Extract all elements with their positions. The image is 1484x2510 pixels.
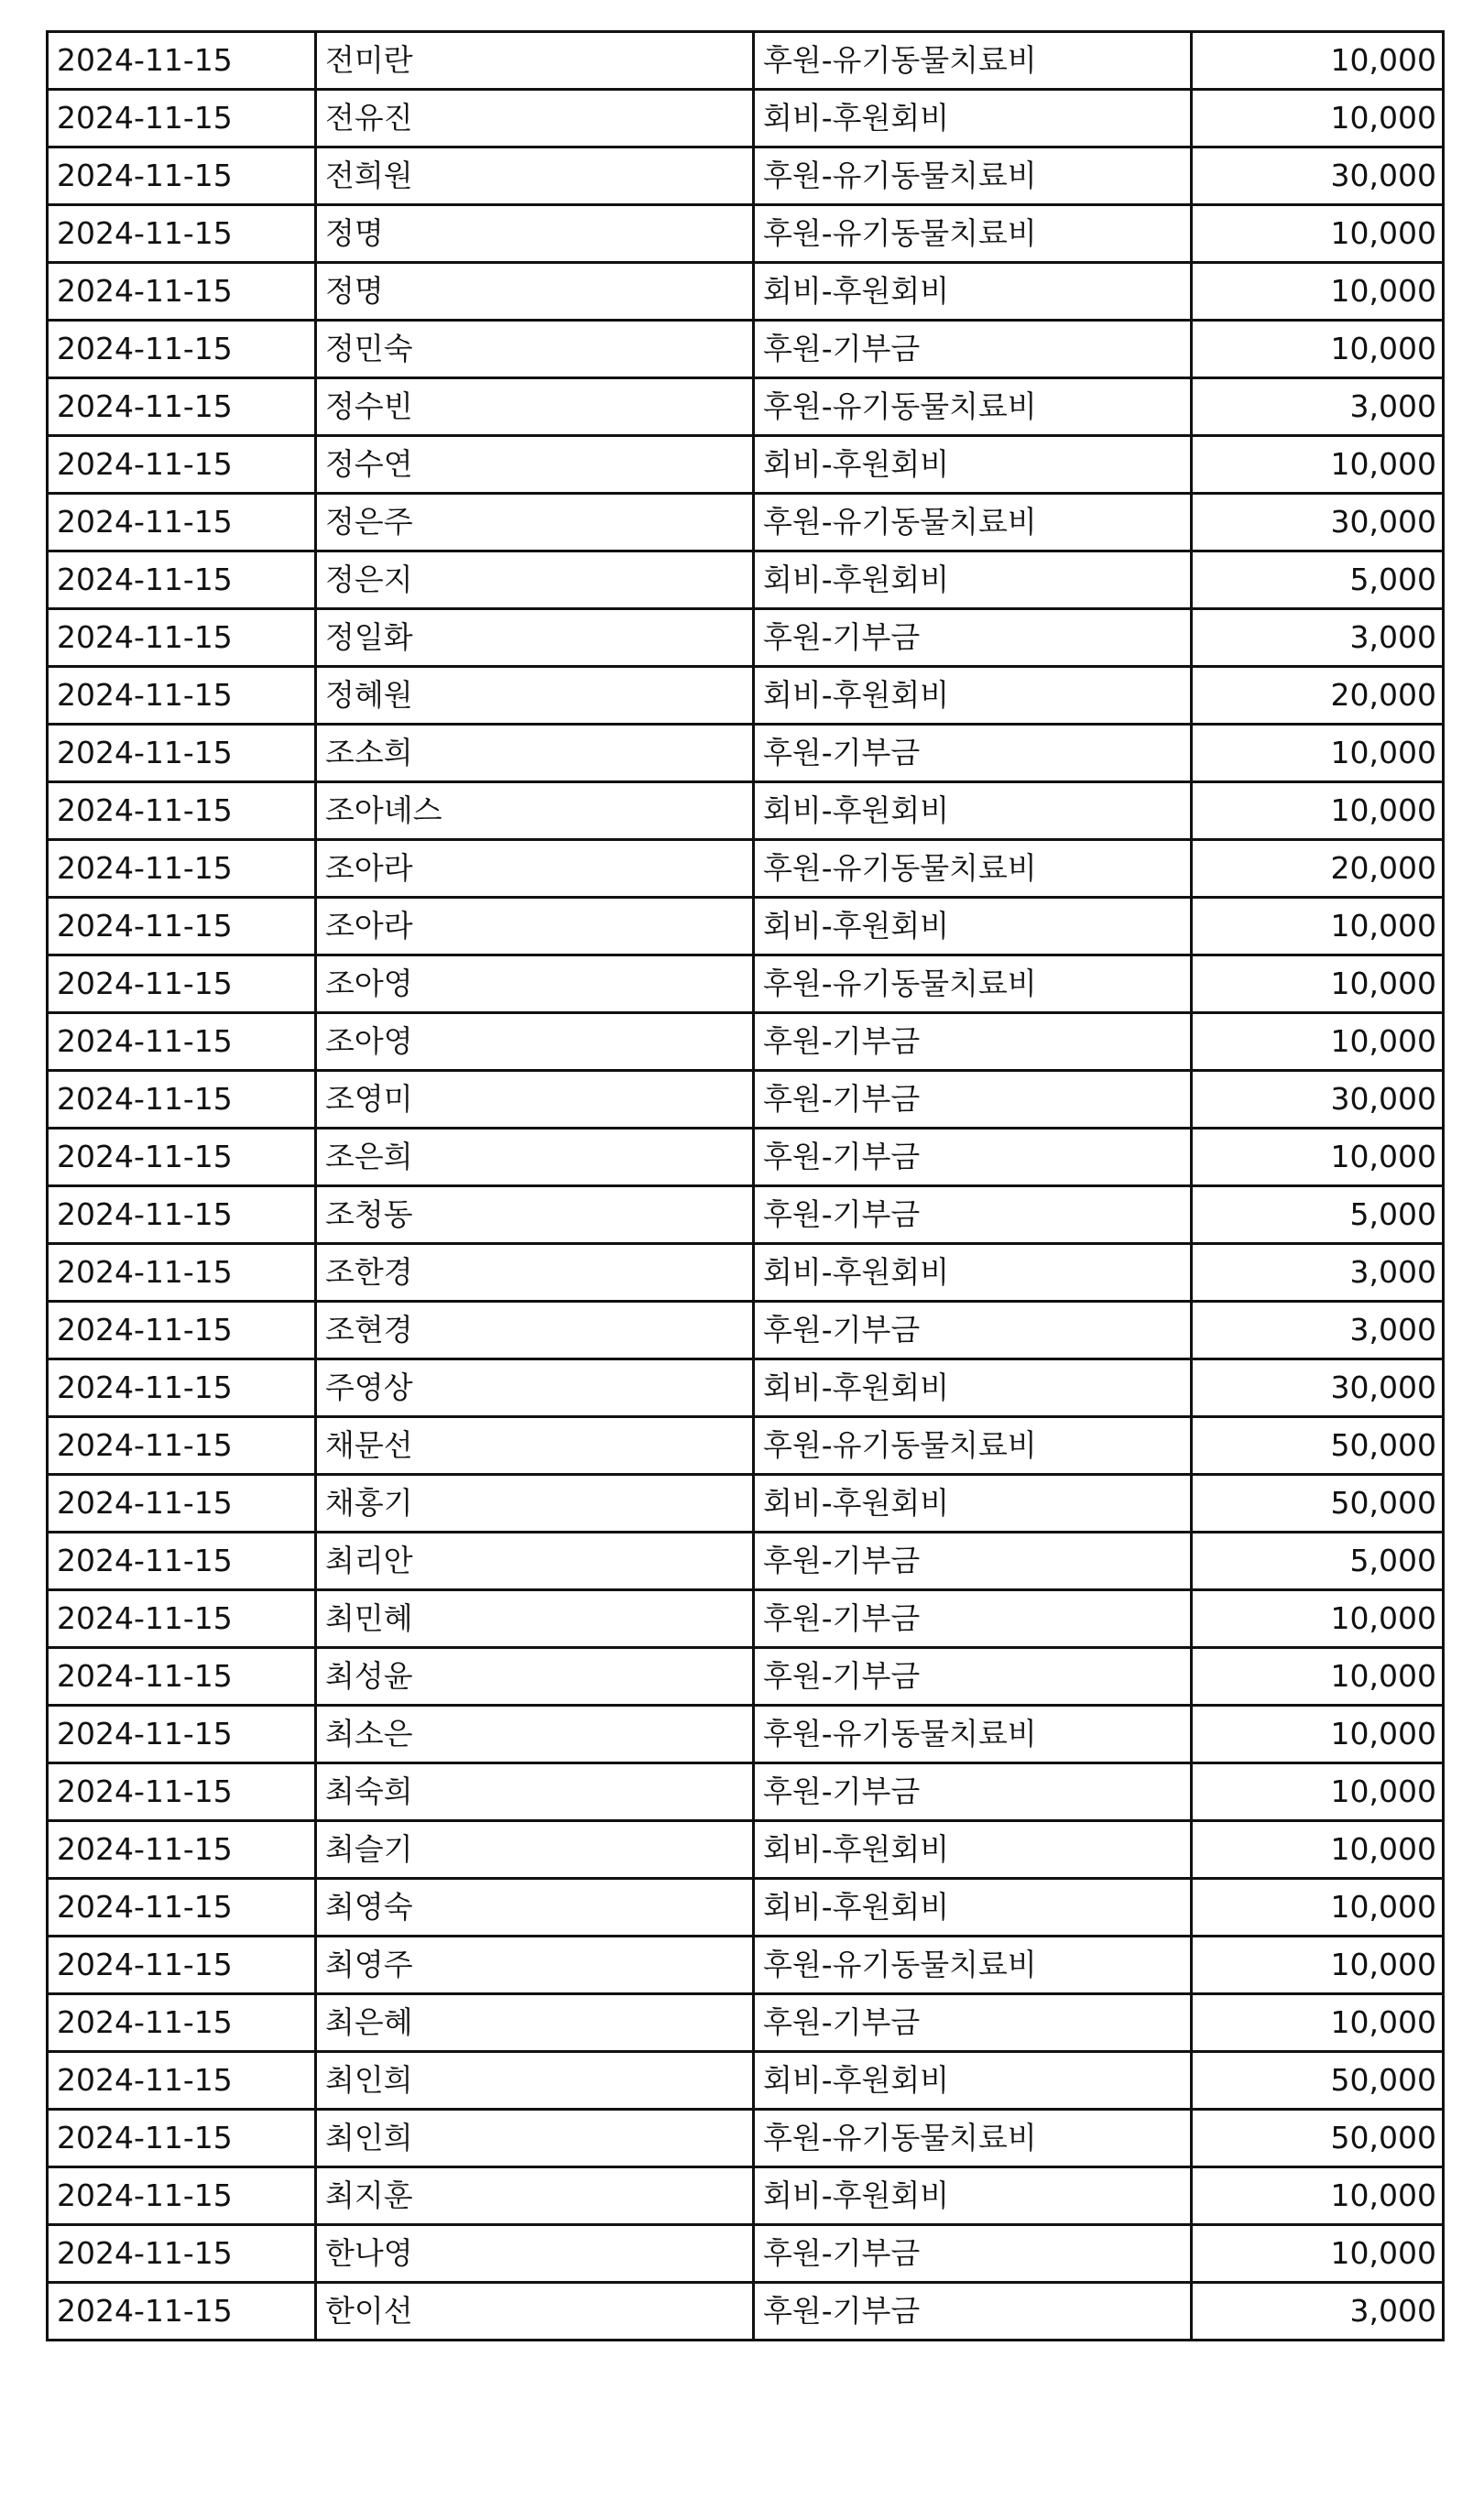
amount-cell: 5,000 bbox=[1192, 1186, 1444, 1244]
category-cell: 회비-후원회비 bbox=[754, 2167, 1192, 2225]
amount-cell: 30,000 bbox=[1192, 1359, 1444, 1417]
category-cell: 회비-후원회비 bbox=[754, 1821, 1192, 1879]
table-row bbox=[48, 436, 1444, 494]
table-row bbox=[48, 1648, 1444, 1706]
donor-name-cell: 조현경 bbox=[316, 1302, 754, 1359]
table-row bbox=[48, 1937, 1444, 1994]
table-row bbox=[48, 1071, 1444, 1129]
table-row bbox=[48, 494, 1444, 551]
donor-name-cell: 정명 bbox=[316, 263, 754, 321]
date-cell: 2024-11-15 bbox=[48, 551, 316, 609]
table-row bbox=[48, 263, 1444, 321]
table-row bbox=[48, 1417, 1444, 1475]
amount-cell: 10,000 bbox=[1192, 263, 1444, 321]
table-row bbox=[48, 898, 1444, 955]
amount-cell: 10,000 bbox=[1192, 725, 1444, 782]
date-cell: 2024-11-15 bbox=[48, 898, 316, 955]
amount-cell: 10,000 bbox=[1192, 1821, 1444, 1879]
amount-cell: 5,000 bbox=[1192, 1533, 1444, 1590]
amount-cell: 10,000 bbox=[1192, 1013, 1444, 1071]
donor-name-cell: 최영숙 bbox=[316, 1879, 754, 1937]
date-cell: 2024-11-15 bbox=[48, 263, 316, 321]
amount-cell: 50,000 bbox=[1192, 1475, 1444, 1533]
table-row bbox=[48, 1590, 1444, 1648]
table-row bbox=[48, 609, 1444, 667]
donor-name-cell: 최은혜 bbox=[316, 1994, 754, 2052]
amount-cell: 3,000 bbox=[1192, 2283, 1444, 2341]
table-row bbox=[48, 2283, 1444, 2341]
date-cell: 2024-11-15 bbox=[48, 1129, 316, 1186]
donor-name-cell: 최인희 bbox=[316, 2110, 754, 2167]
date-cell: 2024-11-15 bbox=[48, 1186, 316, 1244]
table-row bbox=[48, 1359, 1444, 1417]
donor-name-cell: 최리안 bbox=[316, 1533, 754, 1590]
amount-cell: 20,000 bbox=[1192, 840, 1444, 898]
donor-name-cell: 조은희 bbox=[316, 1129, 754, 1186]
category-cell: 회비-후원회비 bbox=[754, 782, 1192, 840]
table-row bbox=[48, 90, 1444, 147]
amount-cell: 3,000 bbox=[1192, 1244, 1444, 1302]
table-row bbox=[48, 551, 1444, 609]
category-cell: 후원-유기동물치료비 bbox=[754, 378, 1192, 436]
category-cell: 후원-기부금 bbox=[754, 1013, 1192, 1071]
category-cell: 회비-후원회비 bbox=[754, 898, 1192, 955]
date-cell: 2024-11-15 bbox=[48, 1879, 316, 1937]
category-cell: 후원-기부금 bbox=[754, 2225, 1192, 2283]
ledger-body bbox=[48, 32, 1444, 2341]
table-row bbox=[48, 1129, 1444, 1186]
amount-cell: 10,000 bbox=[1192, 2225, 1444, 2283]
amount-cell: 10,000 bbox=[1192, 1706, 1444, 1763]
category-cell: 후원-유기동물치료비 bbox=[754, 147, 1192, 205]
donor-name-cell: 최성윤 bbox=[316, 1648, 754, 1706]
donor-name-cell: 정은지 bbox=[316, 551, 754, 609]
donor-name-cell: 조아녜스 bbox=[316, 782, 754, 840]
amount-cell: 10,000 bbox=[1192, 1994, 1444, 2052]
category-cell: 회비-후원회비 bbox=[754, 1879, 1192, 1937]
table-row bbox=[48, 840, 1444, 898]
donor-name-cell: 전유진 bbox=[316, 90, 754, 147]
amount-cell: 10,000 bbox=[1192, 90, 1444, 147]
category-cell: 후원-기부금 bbox=[754, 1763, 1192, 1821]
date-cell: 2024-11-15 bbox=[48, 321, 316, 378]
date-cell: 2024-11-15 bbox=[48, 955, 316, 1013]
amount-cell: 10,000 bbox=[1192, 1129, 1444, 1186]
date-cell: 2024-11-15 bbox=[48, 1013, 316, 1071]
table-row bbox=[48, 725, 1444, 782]
donor-name-cell: 조아영 bbox=[316, 955, 754, 1013]
category-cell: 후원-유기동물치료비 bbox=[754, 1706, 1192, 1763]
category-cell: 후원-기부금 bbox=[754, 1129, 1192, 1186]
table-row bbox=[48, 2225, 1444, 2283]
category-cell: 후원-유기동물치료비 bbox=[754, 1417, 1192, 1475]
amount-cell: 5,000 bbox=[1192, 551, 1444, 609]
table-row bbox=[48, 955, 1444, 1013]
amount-cell: 3,000 bbox=[1192, 378, 1444, 436]
date-cell: 2024-11-15 bbox=[48, 436, 316, 494]
amount-cell: 10,000 bbox=[1192, 321, 1444, 378]
date-cell: 2024-11-15 bbox=[48, 609, 316, 667]
donor-name-cell: 조아라 bbox=[316, 840, 754, 898]
donor-name-cell: 한나영 bbox=[316, 2225, 754, 2283]
amount-cell: 10,000 bbox=[1192, 205, 1444, 263]
category-cell: 후원-유기동물치료비 bbox=[754, 1937, 1192, 1994]
category-cell: 회비-후원회비 bbox=[754, 263, 1192, 321]
amount-cell: 30,000 bbox=[1192, 147, 1444, 205]
donor-name-cell: 정수빈 bbox=[316, 378, 754, 436]
table-row bbox=[48, 1013, 1444, 1071]
date-cell: 2024-11-15 bbox=[48, 1533, 316, 1590]
amount-cell: 10,000 bbox=[1192, 1648, 1444, 1706]
table-row bbox=[48, 32, 1444, 90]
table-row bbox=[48, 1533, 1444, 1590]
date-cell: 2024-11-15 bbox=[48, 32, 316, 90]
table-row bbox=[48, 1475, 1444, 1533]
date-cell: 2024-11-15 bbox=[48, 1359, 316, 1417]
table-row bbox=[48, 1821, 1444, 1879]
donation-ledger-table bbox=[46, 30, 1445, 2341]
amount-cell: 10,000 bbox=[1192, 898, 1444, 955]
donor-name-cell: 최지훈 bbox=[316, 2167, 754, 2225]
table-row bbox=[48, 1879, 1444, 1937]
date-cell: 2024-11-15 bbox=[48, 1994, 316, 2052]
table-row bbox=[48, 2052, 1444, 2110]
table-row bbox=[48, 1186, 1444, 1244]
category-cell: 회비-후원회비 bbox=[754, 2052, 1192, 2110]
table-row bbox=[48, 147, 1444, 205]
donor-name-cell: 정민숙 bbox=[316, 321, 754, 378]
category-cell: 회비-후원회비 bbox=[754, 667, 1192, 725]
date-cell: 2024-11-15 bbox=[48, 667, 316, 725]
date-cell: 2024-11-15 bbox=[48, 2052, 316, 2110]
category-cell: 후원-유기동물치료비 bbox=[754, 205, 1192, 263]
donor-name-cell: 정수연 bbox=[316, 436, 754, 494]
category-cell: 후원-기부금 bbox=[754, 609, 1192, 667]
table-row bbox=[48, 321, 1444, 378]
amount-cell: 10,000 bbox=[1192, 782, 1444, 840]
amount-cell: 10,000 bbox=[1192, 436, 1444, 494]
amount-cell: 3,000 bbox=[1192, 609, 1444, 667]
amount-cell: 10,000 bbox=[1192, 1763, 1444, 1821]
category-cell: 후원-유기동물치료비 bbox=[754, 840, 1192, 898]
category-cell: 후원-기부금 bbox=[754, 321, 1192, 378]
category-cell: 후원-기부금 bbox=[754, 2283, 1192, 2341]
category-cell: 후원-기부금 bbox=[754, 1302, 1192, 1359]
date-cell: 2024-11-15 bbox=[48, 1590, 316, 1648]
category-cell: 후원-유기동물치료비 bbox=[754, 955, 1192, 1013]
table-row bbox=[48, 667, 1444, 725]
table-row bbox=[48, 1763, 1444, 1821]
amount-cell: 10,000 bbox=[1192, 1590, 1444, 1648]
category-cell: 후원-기부금 bbox=[754, 1071, 1192, 1129]
category-cell: 후원-기부금 bbox=[754, 1590, 1192, 1648]
table-row bbox=[48, 205, 1444, 263]
donor-name-cell: 정명 bbox=[316, 205, 754, 263]
date-cell: 2024-11-15 bbox=[48, 1417, 316, 1475]
amount-cell: 50,000 bbox=[1192, 1417, 1444, 1475]
table-row bbox=[48, 1706, 1444, 1763]
amount-cell: 50,000 bbox=[1192, 2110, 1444, 2167]
category-cell: 후원-기부금 bbox=[754, 1994, 1192, 2052]
amount-cell: 50,000 bbox=[1192, 2052, 1444, 2110]
amount-cell: 10,000 bbox=[1192, 955, 1444, 1013]
category-cell: 회비-후원회비 bbox=[754, 436, 1192, 494]
amount-cell: 10,000 bbox=[1192, 1879, 1444, 1937]
date-cell: 2024-11-15 bbox=[48, 2167, 316, 2225]
category-cell: 회비-후원회비 bbox=[754, 1244, 1192, 1302]
category-cell: 회비-후원회비 bbox=[754, 551, 1192, 609]
donor-name-cell: 최인희 bbox=[316, 2052, 754, 2110]
date-cell: 2024-11-15 bbox=[48, 1648, 316, 1706]
table-row bbox=[48, 2167, 1444, 2225]
date-cell: 2024-11-15 bbox=[48, 205, 316, 263]
date-cell: 2024-11-15 bbox=[48, 1071, 316, 1129]
date-cell: 2024-11-15 bbox=[48, 2225, 316, 2283]
donor-name-cell: 주영상 bbox=[316, 1359, 754, 1417]
category-cell: 후원-기부금 bbox=[754, 1533, 1192, 1590]
donor-name-cell: 채문선 bbox=[316, 1417, 754, 1475]
donor-name-cell: 최소은 bbox=[316, 1706, 754, 1763]
amount-cell: 30,000 bbox=[1192, 494, 1444, 551]
table-row bbox=[48, 782, 1444, 840]
donor-name-cell: 정일화 bbox=[316, 609, 754, 667]
date-cell: 2024-11-15 bbox=[48, 1821, 316, 1879]
donor-name-cell: 최민혜 bbox=[316, 1590, 754, 1648]
category-cell: 후원-기부금 bbox=[754, 1186, 1192, 1244]
donor-name-cell: 정은주 bbox=[316, 494, 754, 551]
amount-cell: 20,000 bbox=[1192, 667, 1444, 725]
category-cell: 후원-기부금 bbox=[754, 725, 1192, 782]
category-cell: 회비-후원회비 bbox=[754, 1475, 1192, 1533]
table-row bbox=[48, 1302, 1444, 1359]
donor-name-cell: 한이선 bbox=[316, 2283, 754, 2341]
date-cell: 2024-11-15 bbox=[48, 840, 316, 898]
donor-name-cell: 최영주 bbox=[316, 1937, 754, 1994]
category-cell: 후원-유기동물치료비 bbox=[754, 2110, 1192, 2167]
donor-name-cell: 정혜원 bbox=[316, 667, 754, 725]
date-cell: 2024-11-15 bbox=[48, 1302, 316, 1359]
date-cell: 2024-11-15 bbox=[48, 1937, 316, 1994]
date-cell: 2024-11-15 bbox=[48, 494, 316, 551]
donor-name-cell: 조아라 bbox=[316, 898, 754, 955]
donor-name-cell: 전미란 bbox=[316, 32, 754, 90]
category-cell: 후원-유기동물치료비 bbox=[754, 494, 1192, 551]
date-cell: 2024-11-15 bbox=[48, 1763, 316, 1821]
date-cell: 2024-11-15 bbox=[48, 90, 316, 147]
donor-name-cell: 조아영 bbox=[316, 1013, 754, 1071]
amount-cell: 10,000 bbox=[1192, 32, 1444, 90]
table-row bbox=[48, 2110, 1444, 2167]
amount-cell: 10,000 bbox=[1192, 1937, 1444, 1994]
amount-cell: 3,000 bbox=[1192, 1302, 1444, 1359]
donor-name-cell: 조소희 bbox=[316, 725, 754, 782]
date-cell: 2024-11-15 bbox=[48, 2110, 316, 2167]
date-cell: 2024-11-15 bbox=[48, 1706, 316, 1763]
table-row bbox=[48, 1994, 1444, 2052]
category-cell: 후원-기부금 bbox=[754, 1648, 1192, 1706]
table-row bbox=[48, 1244, 1444, 1302]
donor-name-cell: 최슬기 bbox=[316, 1821, 754, 1879]
table-row bbox=[48, 378, 1444, 436]
category-cell: 회비-후원회비 bbox=[754, 1359, 1192, 1417]
amount-cell: 30,000 bbox=[1192, 1071, 1444, 1129]
date-cell: 2024-11-15 bbox=[48, 782, 316, 840]
date-cell: 2024-11-15 bbox=[48, 378, 316, 436]
date-cell: 2024-11-15 bbox=[48, 2283, 316, 2341]
amount-cell: 10,000 bbox=[1192, 2167, 1444, 2225]
donor-name-cell: 최숙희 bbox=[316, 1763, 754, 1821]
category-cell: 회비-후원회비 bbox=[754, 90, 1192, 147]
donor-name-cell: 조청동 bbox=[316, 1186, 754, 1244]
date-cell: 2024-11-15 bbox=[48, 1475, 316, 1533]
donor-name-cell: 전희원 bbox=[316, 147, 754, 205]
date-cell: 2024-11-15 bbox=[48, 147, 316, 205]
donor-name-cell: 채홍기 bbox=[316, 1475, 754, 1533]
donor-name-cell: 조영미 bbox=[316, 1071, 754, 1129]
category-cell: 후원-유기동물치료비 bbox=[754, 32, 1192, 90]
donor-name-cell: 조한경 bbox=[316, 1244, 754, 1302]
date-cell: 2024-11-15 bbox=[48, 725, 316, 782]
date-cell: 2024-11-15 bbox=[48, 1244, 316, 1302]
